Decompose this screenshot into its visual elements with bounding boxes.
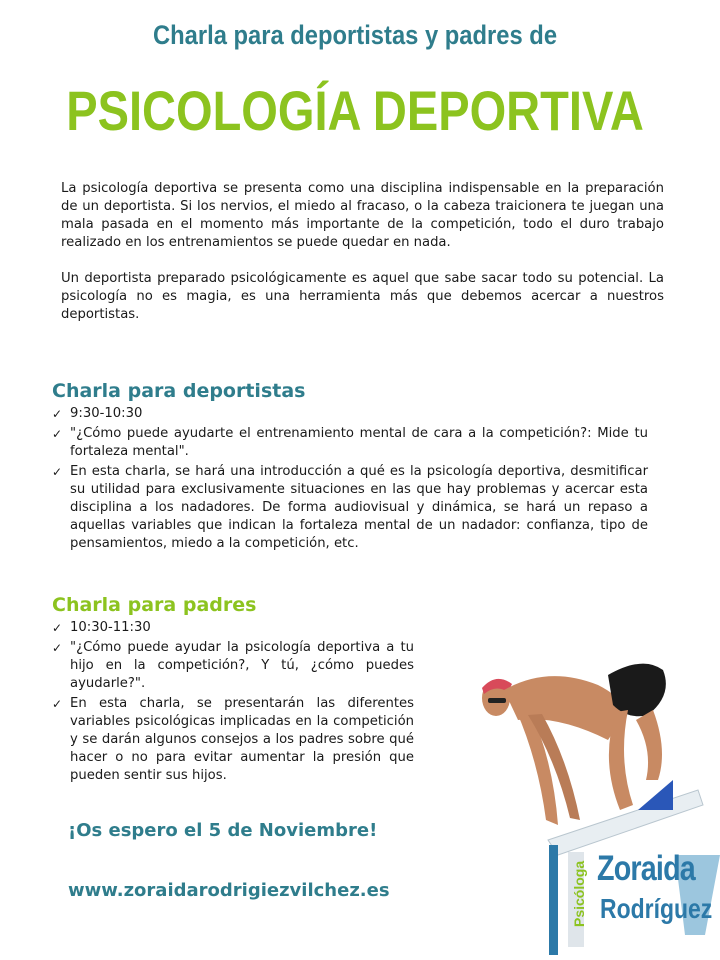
athletes-talk-title: "¿Cómo puede ayudarte el entrenamiento mental de cara a la competición?: Mide tu fortaleza mental". (70, 426, 648, 459)
list-item (52, 695, 414, 785)
athletes-section (52, 380, 648, 555)
check-icon: ✓ (52, 697, 63, 711)
parents-talk-title: "¿Cómo puede ayudar la psicología deportiva a tu hijo en la competición?, Y tú, ¿cómo puedes ayudarle?". (70, 640, 414, 691)
parents-list (52, 619, 414, 785)
parents-heading: Charla para padres (52, 594, 257, 616)
logo-name-first: Zoraida (597, 849, 695, 888)
poster-title: PSICOLOGÍA DEPORTIVA (66, 79, 644, 142)
logo-profession: Psicóloga (571, 860, 587, 927)
list-item (52, 463, 648, 553)
brand-logo (545, 845, 720, 955)
check-icon: ✓ (52, 407, 63, 421)
athletes-heading: Charla para deportistas (52, 380, 306, 402)
list-item (52, 639, 414, 693)
intro-paragraph-2: Un deportista preparado psicológicamente es aquel que sabe sacar todo su potencial. La psicología no es magia, es una herramienta más que debemos acercar a nuestros deportistas. (61, 271, 664, 322)
parents-section (52, 594, 414, 787)
intro-paragraph-1: La psicología deportiva se presenta como una disciplina indispensable en la preparación de un deportista. Si los nervios, el miedo al fracaso, o la cabeza traicionera te juegan una mala pasada en el momento más importante de la competición, todo el duro trabajo realizado en los entrenamientos se puede quedar en nada. (61, 181, 664, 250)
parents-time: 10:30-11:30 (70, 620, 151, 635)
athletes-list (52, 405, 648, 553)
check-icon: ✓ (52, 427, 63, 441)
list-item (52, 425, 648, 461)
check-icon: ✓ (52, 641, 63, 655)
list-item (52, 405, 648, 423)
list-item (52, 619, 414, 637)
closing-message: ¡Os espero el 5 de Noviembre! (68, 820, 378, 841)
poster-subtitle: Charla para deportistas y padres de (152, 20, 558, 50)
logo-name-last: Rodríguez (600, 893, 713, 924)
intro-text (61, 180, 664, 342)
athletes-description: En esta charla, se hará una introducción a qué es la psicología deportiva, desmitificar su utilidad para exclusivamente situaciones en las que hay problemas y acercar esta disciplina a los nadadores. De forma audiovisual y dinámica, se hará un repaso a aquellas variables que indican la fortaleza mental de un nadador: confianza, tipo de pensamientos, miedo a la competición, etc. (70, 464, 648, 551)
athletes-time: 9:30-10:30 (70, 406, 143, 421)
website-link[interactable]: www.zoraidarodrigiezvilchez.es (68, 880, 390, 901)
parents-description: En esta charla, se presentarán las diferentes variables psicológicas implicadas en la competición y se darán algunos consejos a los padres sobre qué hacer o no para evitar aumentar la presión que pueden sentir sus hijos. (70, 696, 414, 783)
check-icon: ✓ (52, 621, 63, 635)
check-icon: ✓ (52, 465, 63, 479)
